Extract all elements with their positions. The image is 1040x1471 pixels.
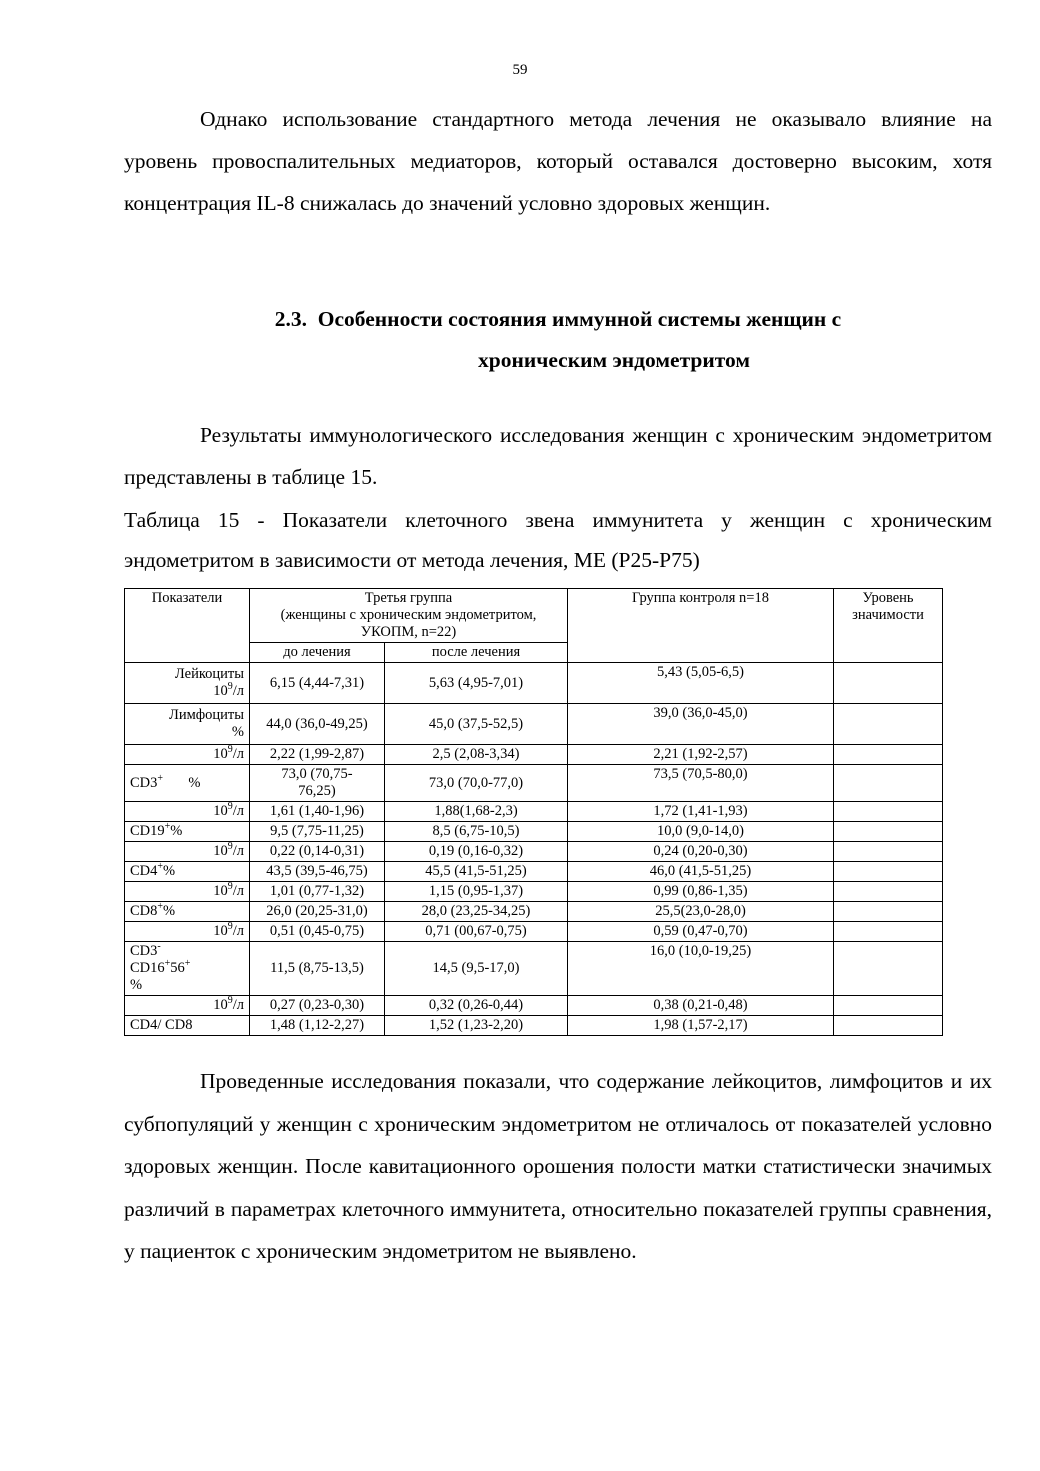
header-significance (834, 589, 943, 663)
table-row (125, 802, 943, 822)
table-caption-line1: Таблица 15 - Показатели клеточного звена иммунитета у женщин с хроническим (124, 508, 992, 532)
immunity-table (124, 588, 943, 1036)
cell-after: 8,5 (6,75-10,5) (385, 822, 568, 842)
row-label: CD4/ CD8 (125, 1016, 250, 1036)
header-group3-line1: Третья группа (364, 590, 453, 606)
row-label-main: Лимфоциты (168, 707, 244, 723)
section-heading-line2: хроническим эндометритом (477, 348, 750, 372)
row-label: $10^9/л$ (125, 882, 250, 902)
conclusion-paragraph: Проведенные исследования показали, что содержание лейкоцитов, лимфоцитов и их субпопуляций у женщин с хроническим эндометритом не отличалось от показателей условно здоровых женщин. После кавитационного орошения полости матки статистически значимых различий в параметрах клеточного иммунитета, относительно показателей группы сравнения, у пациенток с хроническим эндометритом не выявлено. (124, 1069, 992, 1263)
cell-significance (834, 902, 943, 922)
intro-paragraph: Однако использование стандартного метода лечения не оказывало влияние на уровень провоспалительных медиаторов, который оставался достоверно высоким, хотя концентрация IL-8 снижалась до значений условно здоровых женщин. (124, 107, 992, 215)
cell-control: 1,98 (1,57-2,17) (568, 1016, 834, 1036)
cell-control: 25,5(23,0-28,0) (568, 902, 834, 922)
cell-significance (834, 745, 943, 765)
cell-significance (834, 862, 943, 882)
row-label-unit: $10^9/л$ (213, 681, 244, 699)
table-row (125, 822, 943, 842)
cell-significance (834, 663, 943, 704)
page-number: 59 (512, 62, 528, 78)
cell-before-line2: 76,25) (298, 783, 336, 799)
cell-before: 0,27 (0,23-0,30) (250, 996, 385, 1016)
header-group3 (250, 589, 568, 643)
cell-after: 5,63 (4,95-7,01) (385, 663, 568, 704)
cell-before: 6,15 (4,44-7,31) (250, 663, 385, 704)
cell-before: 1,01 (0,77-1,32) (250, 882, 385, 902)
cell-control: 1,72 (1,41-1,93) (568, 802, 834, 822)
header-after: после лечения (385, 643, 568, 663)
cell-control: 0,24 (0,20-0,30) (568, 842, 834, 862)
table-row (125, 1016, 943, 1036)
cell-after: 73,0 (70,0-77,0) (385, 765, 568, 802)
table-row (125, 745, 943, 765)
table-row (125, 704, 943, 745)
cell-before: 9,5 (7,75-11,25) (250, 822, 385, 842)
cell-before-line1: 73,0 (70,75- (281, 766, 353, 782)
section-heading-line1 (124, 299, 992, 339)
row-label: CD8+% (125, 902, 250, 922)
cell-before: 2,22 (1,99-2,87) (250, 745, 385, 765)
row-label-line3: % (130, 977, 143, 993)
row-label (125, 942, 250, 996)
cell-significance (834, 765, 943, 802)
cell-control: 39,0 (36,0-45,0) (568, 704, 834, 745)
cell-after: 1,88(1,68-2,3) (385, 802, 568, 822)
table-row (125, 862, 943, 882)
cell-before: 0,22 (0,14-0,31) (250, 842, 385, 862)
row-label: CD4+% (125, 862, 250, 882)
cell-after: 2,5 (2,08-3,34) (385, 745, 568, 765)
cell-after: 14,5 (9,5-17,0) (385, 942, 568, 996)
row-label (125, 663, 250, 704)
table-caption-line2: эндометритом в зависимости от метода лечения, МЕ (P25-P75) (124, 548, 700, 572)
table-row (125, 882, 943, 902)
cell-after: 1,15 (0,95-1,37) (385, 882, 568, 902)
cell-control: 5,43 (5,05-6,5) (568, 663, 834, 704)
cell-after: 45,5 (41,5-51,25) (385, 862, 568, 882)
cell-significance (834, 922, 943, 942)
row-label-line2: CD16+56+ (130, 958, 191, 976)
cell-significance (834, 942, 943, 996)
section-title-line1: Особенности состояния иммунной системы женщин с (317, 307, 842, 331)
cell-after: 0,32 (0,26-0,44) (385, 996, 568, 1016)
cell-before: 0,51 (0,45-0,75) (250, 922, 385, 942)
header-group3-line3: УКОПМ, n=22) (360, 624, 457, 640)
table-row (125, 902, 943, 922)
row-label-line1: CD3- (130, 941, 161, 959)
cell-control: 46,0 (41,5-51,25) (568, 862, 834, 882)
cell-before: 1,48 (1,12-2,27) (250, 1016, 385, 1036)
row-label-unit: % (231, 724, 244, 740)
row-label: $10^9/л$ (125, 745, 250, 765)
cell-before: 26,0 (20,25-31,0) (250, 902, 385, 922)
table-row (125, 942, 943, 996)
cell-control: 0,59 (0,47-0,70) (568, 922, 834, 942)
cell-significance (834, 882, 943, 902)
header-control: Группа контроля n=18 (568, 589, 834, 663)
row-label (125, 704, 250, 745)
row-label: $10^9/л$ (125, 802, 250, 822)
cell-before (250, 765, 385, 802)
row-label: CD19+% (125, 822, 250, 842)
cell-significance (834, 802, 943, 822)
results-paragraph: Результаты иммунологического исследования женщин с хроническим эндометритом представлены в таблице 15. (124, 423, 992, 489)
cell-after: 45,0 (37,5-52,5) (385, 704, 568, 745)
row-label: $10^9/л$ (125, 842, 250, 862)
cell-before: 11,5 (8,75-13,5) (250, 942, 385, 996)
header-before: до лечения (250, 643, 385, 663)
header-indicator: Показатели (125, 589, 250, 663)
cell-after: 1,52 (1,23-2,20) (385, 1016, 568, 1036)
row-label: CD3+ % (125, 765, 250, 802)
table-row (125, 663, 943, 704)
cell-significance (834, 1016, 943, 1036)
cell-significance (834, 704, 943, 745)
header-significance-line2: значимости (852, 607, 924, 623)
cell-significance (834, 996, 943, 1016)
cell-control: 0,99 (0,86-1,35) (568, 882, 834, 902)
row-label: $10^9/л$ (125, 996, 250, 1016)
header-significance-line1: Уровень (862, 590, 914, 606)
table-row (125, 922, 943, 942)
cell-after: 0,71 (00,67-0,75) (385, 922, 568, 942)
cell-control: 0,38 (0,21-0,48) (568, 996, 834, 1016)
cell-significance (834, 822, 943, 842)
cell-control: 2,21 (1,92-2,57) (568, 745, 834, 765)
row-label: $10^9/л$ (125, 922, 250, 942)
cell-after: 28,0 (23,25-34,25) (385, 902, 568, 922)
cell-control: 16,0 (10,0-19,25) (568, 942, 834, 996)
cell-significance (834, 842, 943, 862)
table-header-row (125, 589, 943, 643)
cell-after: 0,19 (0,16-0,32) (385, 842, 568, 862)
table-row (125, 765, 943, 802)
cell-control: 73,5 (70,5-80,0) (568, 765, 834, 802)
table-row (125, 842, 943, 862)
cell-before: 43,5 (39,5-46,75) (250, 862, 385, 882)
cell-before: 44,0 (36,0-49,25) (250, 704, 385, 745)
cell-before: 1,61 (1,40-1,96) (250, 802, 385, 822)
row-label-main: Лейкоциты (174, 666, 244, 682)
table-row (125, 996, 943, 1016)
header-group3-line2: (женщины с хроническим эндометритом, (280, 607, 537, 623)
section-number: 2.3. (274, 307, 308, 331)
cell-control: 10,0 (9,0-14,0) (568, 822, 834, 842)
